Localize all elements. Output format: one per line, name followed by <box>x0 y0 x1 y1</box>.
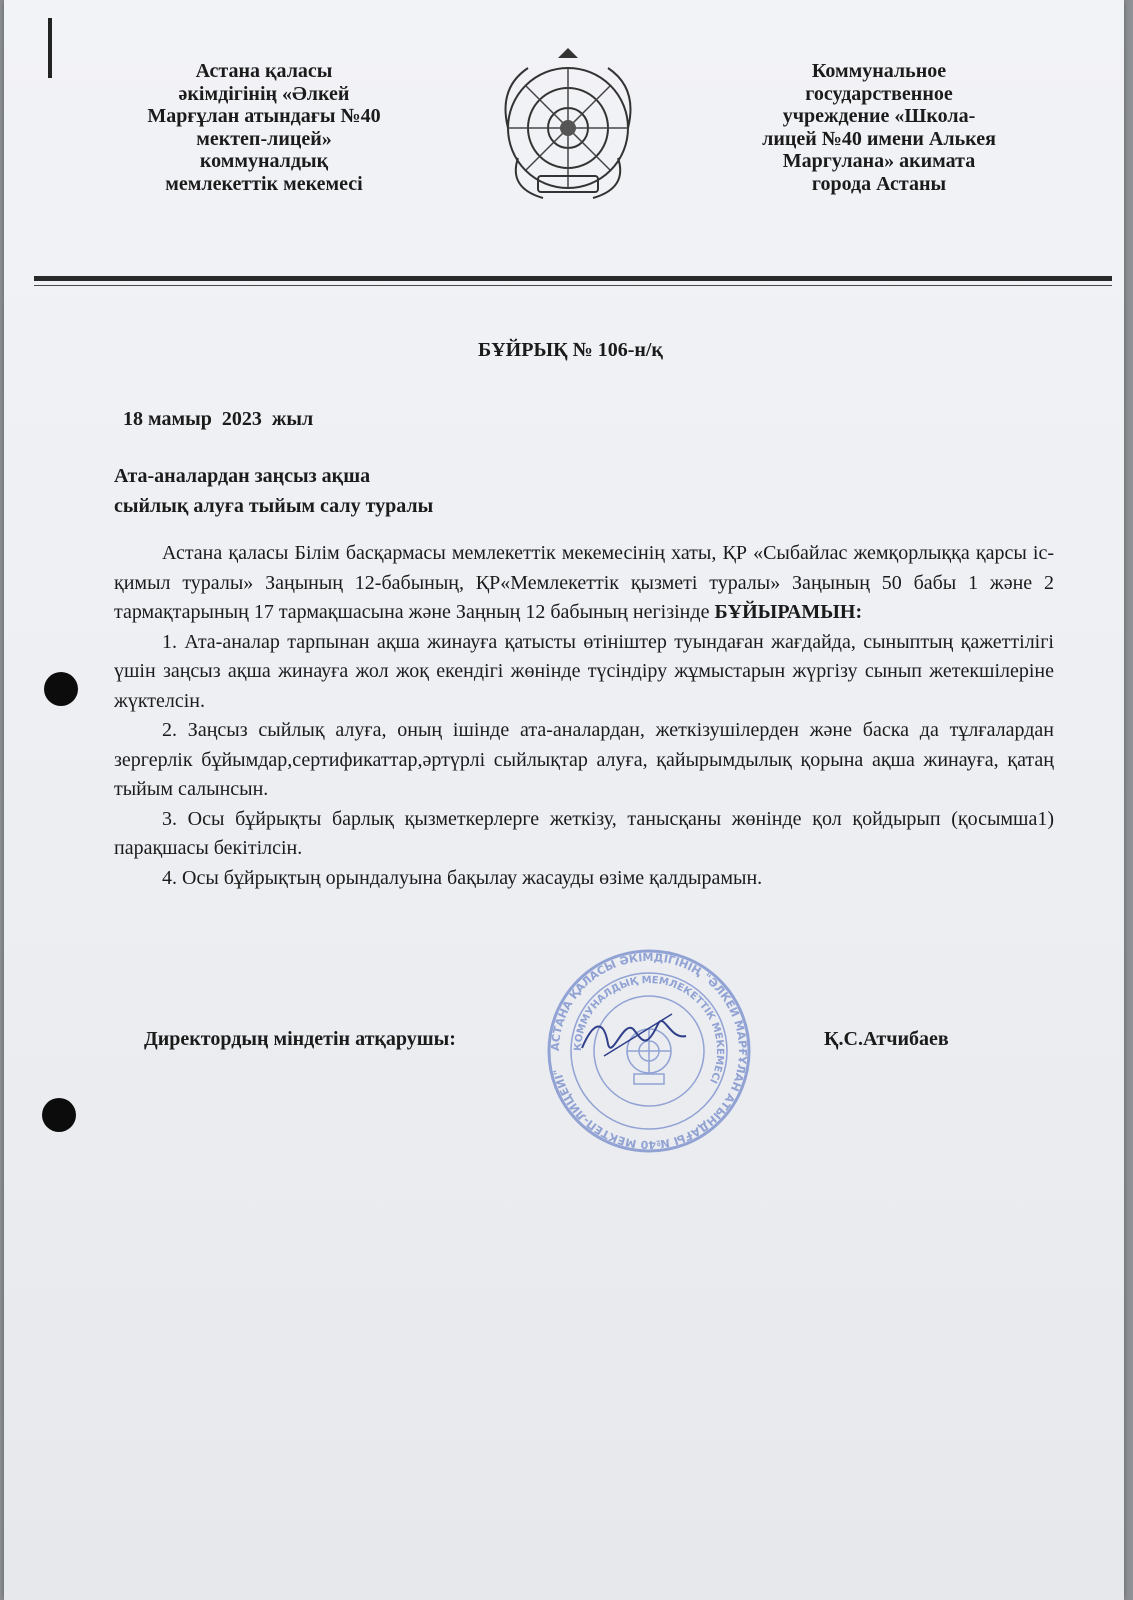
order-item: 1. Ата-аналар тарпынан ақша жинауға қатысты өтініштер туындаған жағдайда, сыныптың қажеттілігі үшін заңсыз ақша жинауға жол жоқ екендігі жөнінде түсіндіру жұмыстарын жүргізу сынып жетекшілеріне жүктелсін. <box>114 630 1054 712</box>
document-page <box>4 0 1124 1600</box>
order-title: БҰЙРЫҚ № 106-н/қ <box>478 339 663 361</box>
header-left-kazakh <box>114 60 414 195</box>
header-divider-thin <box>34 285 1112 286</box>
header-left-line: мемлекеттік мекемесі <box>165 172 363 195</box>
order-date: 18 мамыр 2023 жыл <box>123 408 314 430</box>
header-right-line: государственное <box>805 82 953 105</box>
order-item: 3. Осы бұйрықты барлық қызметкерлерге жеткізу, танысқаны жөнінде қол қойдырып (қосымша1) парақшасы бекітілсін. <box>114 807 1054 859</box>
header-right-line: Коммунальное <box>811 60 947 82</box>
header-right-line: лицей №40 имени Алькея <box>762 127 996 150</box>
state-emblem-icon <box>488 48 648 208</box>
stamp-inner-text: КОММУНАЛДЫҚ МЕМЛЕКЕТТІК МЕКЕМЕСІ <box>572 974 726 1085</box>
subject-line: сыйлық алуға тыйым салу туралы <box>114 495 434 517</box>
header-left-line: Астана қаласы <box>195 60 333 82</box>
header-left-line: Марғұлан атындағы №40 <box>147 105 381 127</box>
stamp-outer-text: АСТАНА ҚАЛАСЫ ӘКІМДІГІНІҢ "ӘЛКЕЙ МАРҒҰЛАН АТЫНДАҒЫ №40 МЕКТЕП-ЛИЦЕЙІ" <box>548 950 750 1152</box>
signatory-role: Директордың міндетін атқарушы: <box>144 1028 456 1050</box>
header-right-line: города Астаны <box>811 172 947 195</box>
header-divider-thick <box>34 276 1112 281</box>
order-subject <box>114 461 433 521</box>
signatory-name: Қ.С.Атчибаев <box>824 1028 949 1050</box>
order-item: 2. Заңсыз сыйлық алуға, оның ішінде ата-аналардан, жеткізушілерден және баска да тұлғалардан зергерлік бұйымдар,сертификаттар,әртүрлі сыйлықтар алуға, қайырымдылық қорына ақша жинауға, қатаң тыйым салынсын. <box>114 719 1054 800</box>
subject-line: Ата-аналардан заңсыз ақша <box>114 465 371 487</box>
punch-hole <box>44 672 78 706</box>
order-body <box>114 539 1054 893</box>
edge-mark <box>48 18 52 78</box>
decree-word: БҰЙЫРАМЫН: <box>714 601 863 623</box>
header-right-line: Маргулана» акимата <box>782 150 976 172</box>
punch-hole <box>42 1098 76 1132</box>
header-right-russian <box>704 60 1054 195</box>
header-right-line: учреждение «Школа- <box>782 105 976 127</box>
intro-paragraph <box>114 539 1054 628</box>
header-left-line: мектеп-лицей» <box>196 127 332 150</box>
handwritten-signature <box>574 1000 694 1070</box>
intro-text: Астана қаласы Білім басқармасы мемлекеттік мекемесінің хаты, ҚР «Сыбайлас жемқорлыққа қарсы іс-қимыл туралы» Заңының 12-бабының, ҚР«Мемлекеттік қызметі туралы» Заңының 50 бабы 1 және 2 тармақтарының 17 тармақшасына және Заңның 12 бабының негізінде <box>114 542 1054 623</box>
header-left-line: әкімдігінің «Әлкей <box>178 82 350 105</box>
order-item: 4. Осы бұйрықтың орындалуына бақылау жасауды өзіме қалдырамын. <box>162 866 763 889</box>
header-left-line: коммуналдық <box>199 150 329 172</box>
